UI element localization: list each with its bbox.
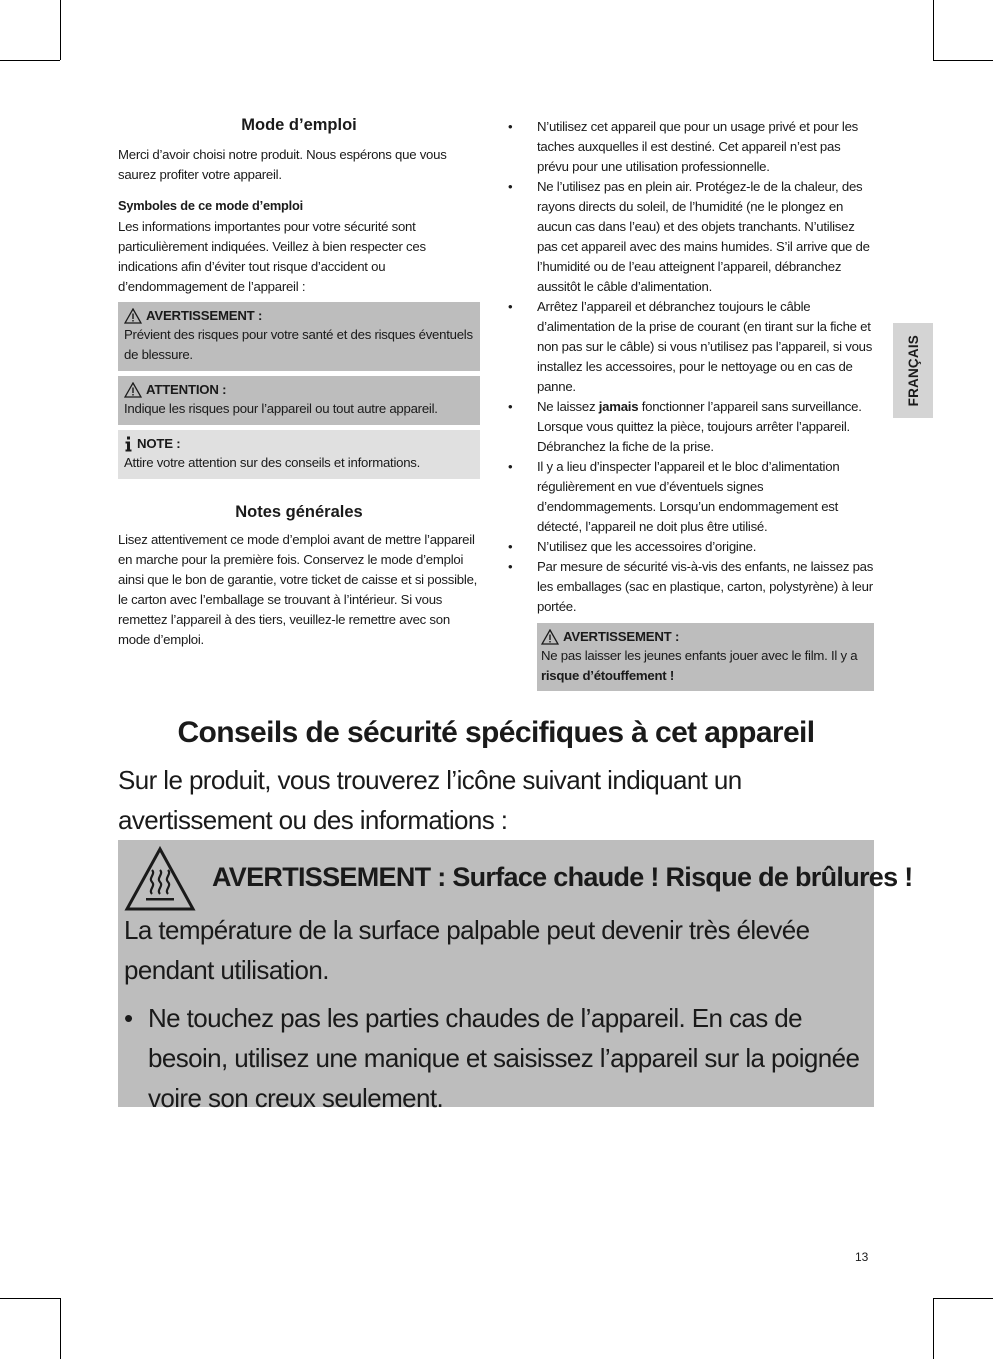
attention-box — [118, 376, 480, 425]
film-warning-title: AVERTISSEMENT : — [563, 629, 680, 644]
right-column — [508, 117, 874, 691]
bullet-glyph: • — [508, 399, 513, 414]
symboles-title: Symboles de ce mode d’emploi — [118, 198, 303, 213]
list-item: • Arrêtez l’appareil et débranchez toujours le câble d’alimentation de la prise de courant (en tirant sur la fiche et non pas sur le câble) si vous n’utilisez pas l’appareil, si vous installez les accessoires, pour le nettoyage ou en cas de panne. — [508, 299, 873, 394]
hot-surface-icon — [124, 846, 196, 912]
note-title: NOTE : — [137, 436, 181, 451]
list-item: • N’utilisez que les accessoires d’origine. — [508, 537, 874, 557]
bullet-glyph: • — [508, 119, 513, 134]
bullet-glyph: • — [124, 1003, 133, 1033]
film-warning-text: Ne pas laisser les jeunes enfants jouer avec le film. Il y a risque d’étouffement ! — [541, 648, 858, 683]
notes-generales-text: Lisez attentivement ce mode d’emploi avant de mettre l’appareil en marche pour la première fois. Conservez le mode d’emploi ainsi que le bon de garantie, votre ticket de caisse et si possible, le carton avec l’emballage se trouvant à l’intérieur. Si vous remettez l’appareil à des tiers, veuillez-le remettre avec son mode d’emploi. — [118, 532, 478, 647]
hot-surface-warning-box — [118, 840, 913, 1113]
mode-emploi-title: Mode d’emploi — [241, 116, 357, 134]
list-item: • Par mesure de sécurité vis-à-vis des enfants, ne laissez pas les emballages (sac en plastique, carton, polystyrène) à leur portée. — [508, 559, 874, 614]
conseils-title: Conseils de sécurité spécifiques à cet appareil — [177, 716, 815, 749]
warning-box — [118, 302, 480, 371]
note-text: Attire votre attention sur des conseils et informations. — [124, 455, 421, 470]
safety-list — [508, 117, 874, 617]
crop-mark — [60, 0, 61, 60]
list-item: • Ne laissez jamais fonctionner l’appareil sans surveillance. Lorsque vous quittez la pièce, toujours arrêter l’appareil. Débranchez la fiche de la prise. — [508, 399, 862, 454]
attention-triangle-icon — [124, 382, 142, 398]
mode-emploi-intro: Merci d’avoir choisi notre produit. Nous espérons que vous saurez profiter votre appareil. — [118, 147, 447, 182]
symboles-text: Les informations importantes pour votre sécurité sont particulièrement indiquées. Veillez à bien respecter ces indications afin d’éviter tout risque d’accident ou d’endommagement de l’appareil : — [118, 219, 426, 294]
warning-triangle-icon — [541, 629, 559, 645]
hot-surface-bullet: • Ne touchez pas les parties chaudes de l’appareil. En cas de besoin, utilisez une manique et saisissez l’appareil sur la poignée voire son creux seulement. — [124, 998, 864, 1118]
conseils-intro: Sur le produit, vous trouverez l’icône suivant indiquant un avertissement ou des informations : — [118, 765, 742, 835]
language-tab — [893, 323, 933, 418]
list-item: • Il y a lieu d’inspecter l’appareil et le bloc d’alimentation régulièrement en vue d’éventuels signes d’endommagements. Lorsqu’un endommagement est détecté, l’appareil ne doit plus être utilisé. — [508, 459, 840, 534]
crop-mark — [0, 60, 60, 61]
list-item: • N’utilisez cet appareil que pour un usage privé et pour les taches auxquelles il est destiné. Cet appareil n’est pas prévu pour une utilisation professionnelle. — [508, 119, 858, 174]
note-box — [118, 430, 480, 479]
warning-triangle-icon — [124, 308, 142, 324]
hot-surface-title: AVERTISSEMENT : Surface chaude ! Risque de brûlures ! — [212, 862, 913, 892]
warning-text: Prévient des risques pour votre santé et des risques éventuels de blessure. — [124, 327, 473, 362]
crop-mark — [60, 1298, 61, 1359]
list-item: • Ne l’utilisez pas en plein air. Protégez-le de la chaleur, des rayons directs du soleil, de l’humidité (ne le plongez en aucun cas dans l’eau) et des objets tranchants. N’utilisez pas cet appareil avec des mains humides. S’il arrive que de l’humidité ou de l’eau atteignent l’appareil, débranchez aussitôt le câble d’alimentation. — [508, 179, 870, 294]
crop-mark — [933, 60, 993, 61]
attention-text: Indique les risques pour l’appareil ou tout autre appareil. — [124, 401, 438, 416]
left-column — [118, 116, 480, 650]
info-icon — [124, 436, 133, 452]
page-number: 13 — [855, 1250, 869, 1264]
bullet-glyph: • — [508, 459, 513, 474]
crop-mark — [933, 0, 934, 60]
bullet-glyph: • — [508, 559, 513, 574]
bullet-glyph: • — [508, 539, 513, 554]
language-tab-label: FRANÇAIS — [905, 334, 921, 407]
bullet-glyph: • — [508, 179, 513, 194]
bullet-glyph: • — [508, 299, 513, 314]
crop-mark — [933, 1298, 993, 1299]
crop-mark — [933, 1298, 934, 1359]
film-warning-box — [537, 623, 874, 691]
notes-generales-title: Notes générales — [235, 503, 363, 521]
attention-title: ATTENTION : — [146, 382, 227, 397]
hot-surface-text: La température de la surface palpable peut devenir très élevée pendant utilisation. — [124, 915, 810, 985]
crop-mark — [0, 1298, 60, 1299]
warning-title: AVERTISSEMENT : — [146, 308, 263, 323]
